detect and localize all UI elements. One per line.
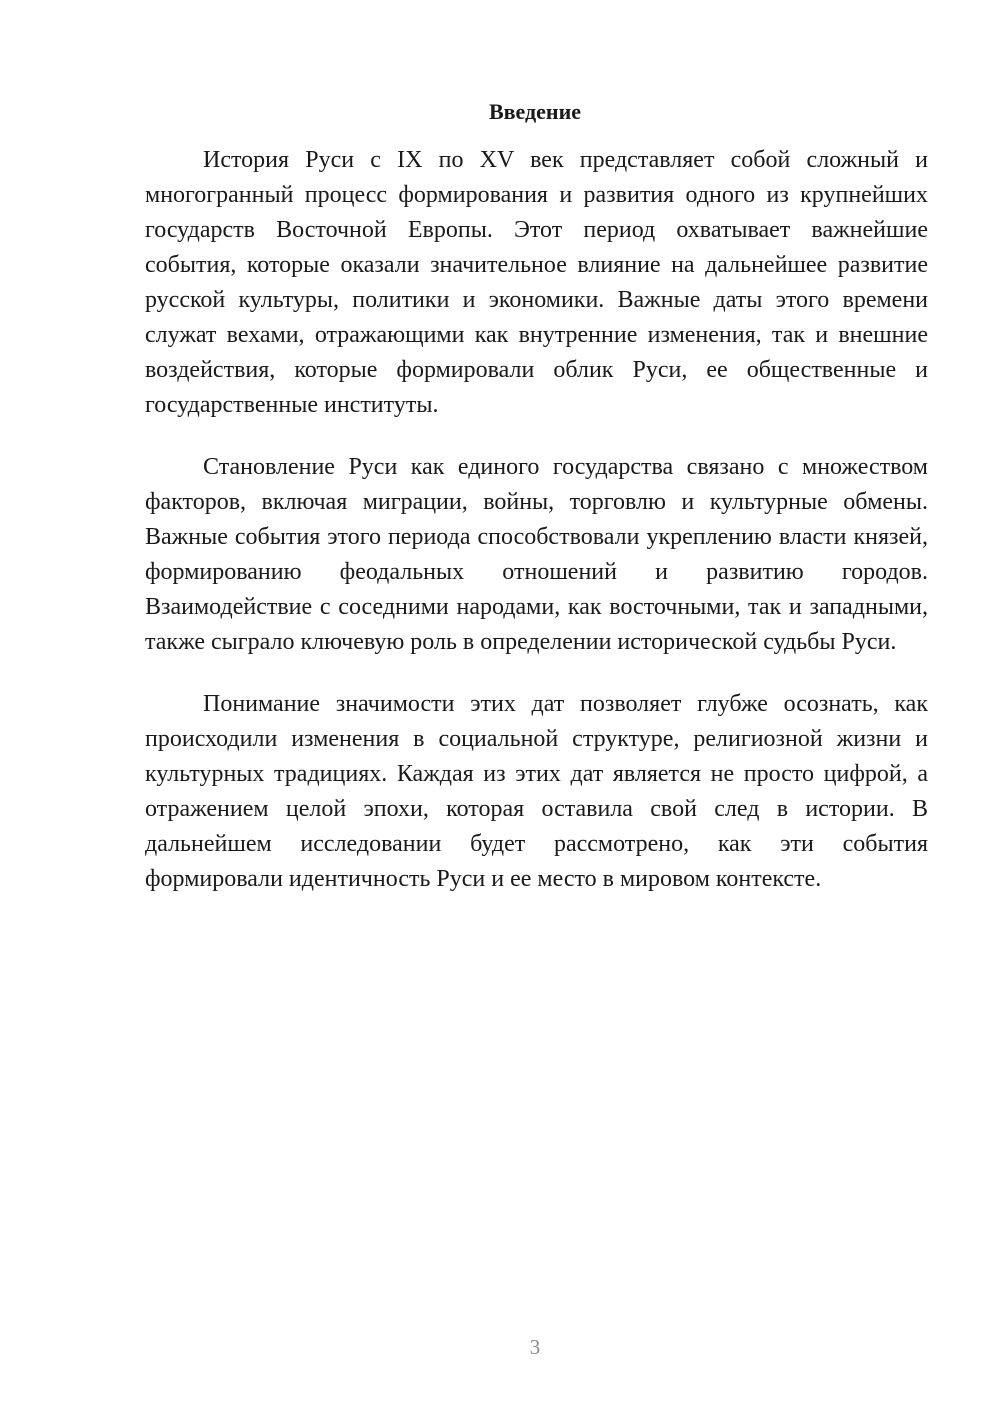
- page-heading: Введение: [488, 99, 582, 124]
- paragraph-1: История Руси с IX по XV век представляет собой сложный и многогранный процесс формирования и развития одного из крупнейших государств Восточной Европы. Этот период охватывает важнейшие события, которые оказали значительное влияние на дальнейшее развитие русской культуры, политики и экономики. Важные даты этого времени служат вехами, отражающими как внутренние изменения, так и внешние воздействия, которые формировали облик Руси, ее общественные и государственные институты.: [145, 147, 928, 418]
- paragraph-3: Понимание значимости этих дат позволяет глубже осознать, как происходили изменения в социальной структуре, религиозной жизни и культурных традициях. Каждая из этих дат является не просто цифрой, а отражением целой эпохи, которая оставила свой след в истории. В дальнейшем исследовании будет рассмотрено, как эти события формировали идентичность Руси и ее место в мировом контексте.: [145, 691, 928, 892]
- paragraph-2: Становление Руси как единого государства связано с множеством факторов, включая миграции, войны, торговлю и культурные обмены. Важные события этого периода способствовали укреплению власти князей, формированию феодальных отношений и развитию городов. Взаимодействие с соседними народами, как восточными, так и западными, также сыграло ключевую роль в определении исторической судьбы Руси.: [145, 454, 928, 655]
- page-number: 3: [529, 1335, 541, 1359]
- body-text: [145, 143, 928, 924]
